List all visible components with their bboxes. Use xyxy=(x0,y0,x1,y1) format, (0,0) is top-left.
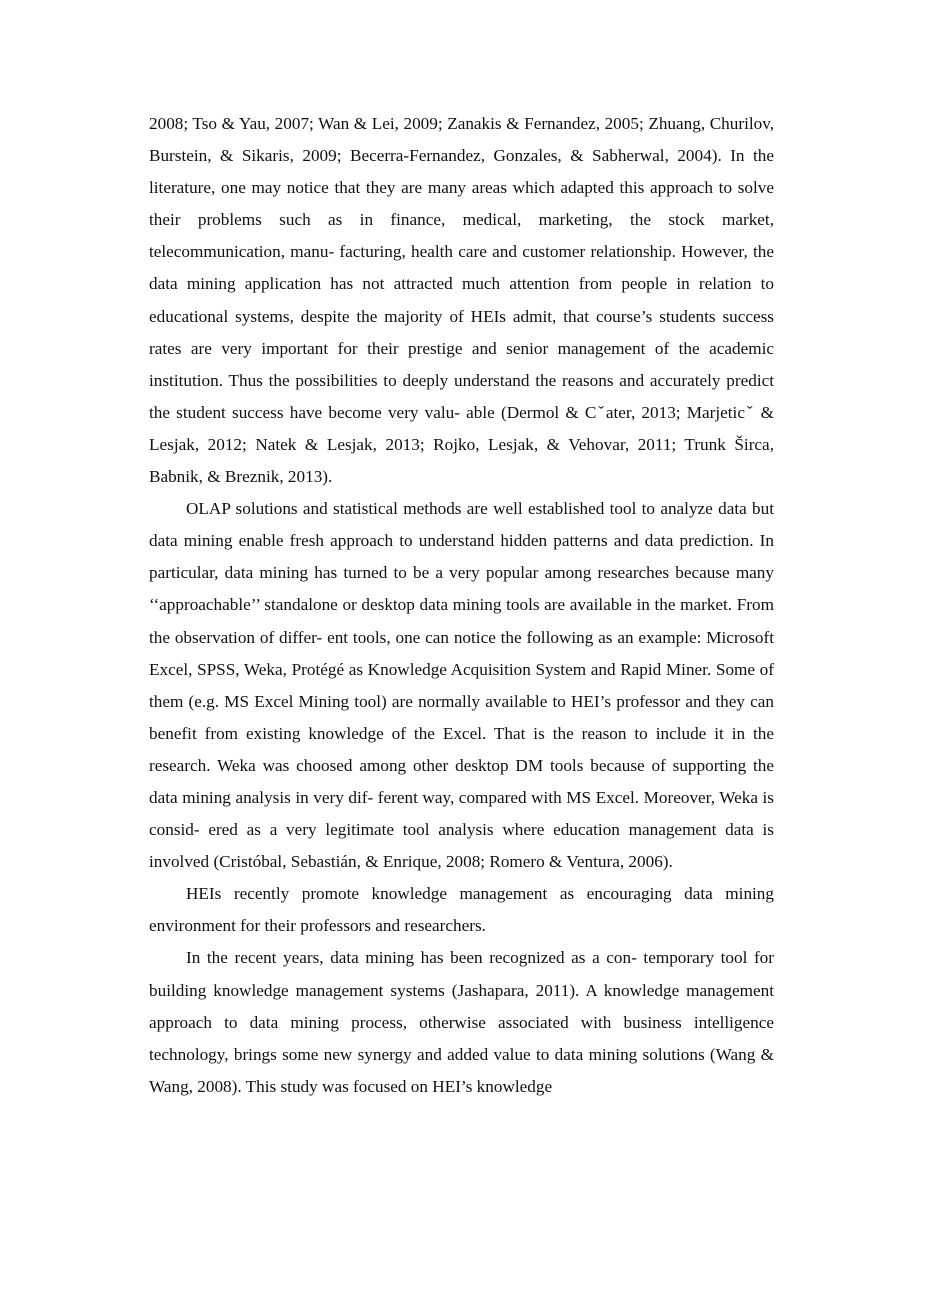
paragraph-olap-solutions: OLAP solutions and statistical methods are well established tool to analyze data but data mining enable fresh approach to understand hidden patterns and data prediction. In particular, data mining has turned to be a very popular among researches because many ‘‘approachable’’ standalone or desktop data mining tools are available in the market. From the observation of differ- ent tools, one can notice the following as an example: Microsoft Excel, SPSS, Weka, Protégé as Knowledge Acquisition System and Rapid Miner. Some of them (e.g. MS Excel Mining tool) are normally available to HEI’s professor and they can benefit from existing knowledge of the Excel. That is the reason to include it in the research. Weka was choosed among other desktop DM tools because of supporting the data mining analysis in very dif- ferent way, compared with MS Excel. Moreover, Weka is consid- ered as a very legitimate tool analysis where education management data is involved (Cristóbal, Sebastián, & Enrique, 2008; Romero & Ventura, 2006). xyxy=(149,499,774,872)
paragraph-references-continuation: 2008; Tso & Yau, 2007; Wan & Lei, 2009; Zanakis & Fernandez, 2005; Zhuang, Churilov, Burstein, & Sikaris, 2009; Becerra-Fernandez, Gonzales, & Sabherwal, 2004). In the literature, one may notice that they are many areas which adapted this approach to solve their problems such as in finance, medical, marketing, the stock market, telecommunication, manu- facturing, health care and customer relationship. However, the data mining application has not attracted much attention from people in relation to educational systems, despite the majority of HEIs admit, that course’s students success rates are very important for their prestige and senior management of the academic institution. Thus the possibilities to deeply understand the reasons and accurately predict the student success have become very valu- able (Dermol & Cˇater, 2013; Marjeticˇ & Lesjak, 2012; Natek & Lesjak, 2013; Rojko, Lesjak, & Vehovar, 2011; Trunk Širca, Babnik, & Breznik, 2013). xyxy=(149,114,774,487)
paragraph-heis-knowledge-management: HEIs recently promote knowledge management as encouraging data mining environment for their professors and researchers. xyxy=(149,884,774,936)
document-page xyxy=(149,108,774,1103)
paragraph-recent-years-data-mining: In the recent years, data mining has been recognized as a con- temporary tool for building knowledge management systems (Jashapara, 2011). A knowledge management approach to data mining process, otherwise associated with business intelligence technology, brings some new synergy and added value to data mining solutions (Wang & Wang, 2008). This study was focused on HEI’s knowledge xyxy=(149,948,774,1096)
